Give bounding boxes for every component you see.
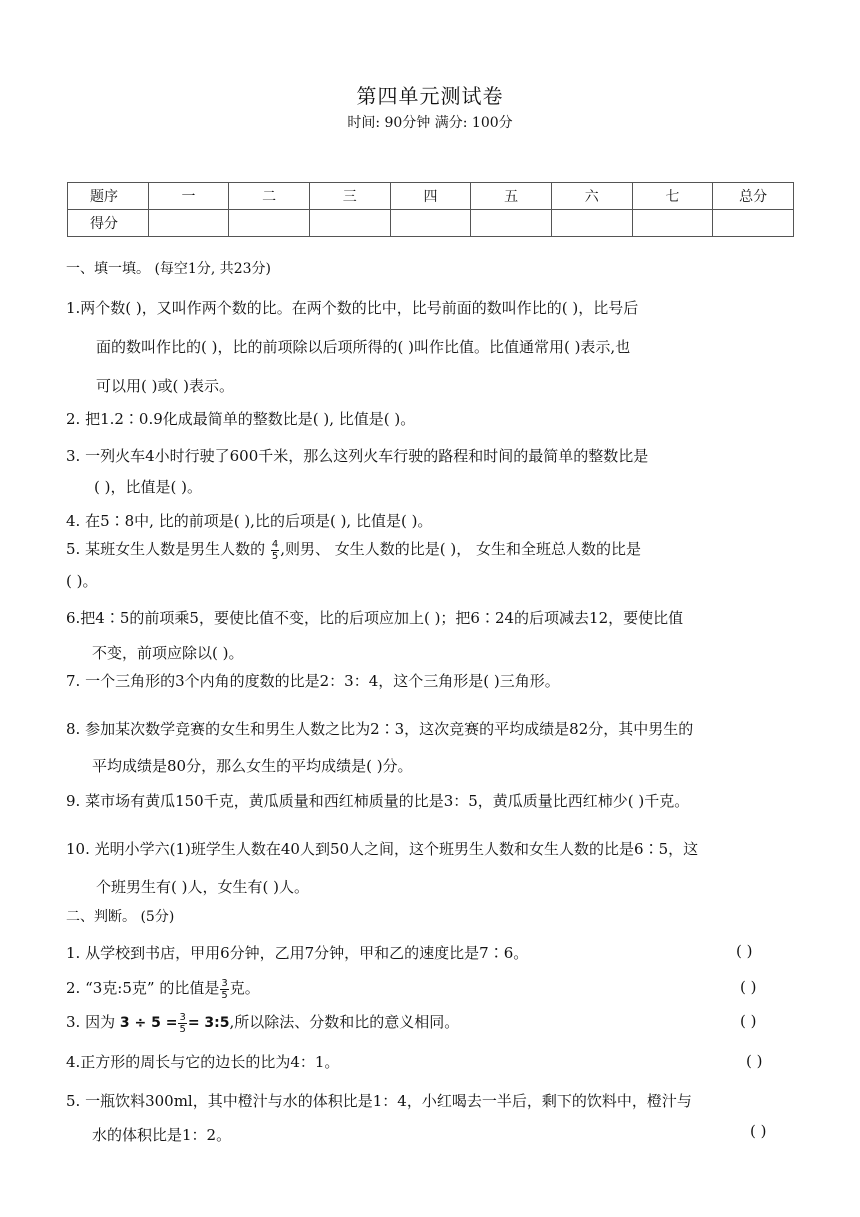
fraction-denominator: 5 (179, 1023, 186, 1035)
table-header-cell: 四 (390, 183, 471, 210)
table-header-cell: 六 (551, 183, 632, 210)
fraction-numerator: 3 (179, 1011, 186, 1023)
table-header-cell: 题序 (68, 183, 149, 210)
score-cell[interactable] (632, 210, 713, 237)
question-text-part: 3. 因为 (66, 1013, 120, 1031)
question-text (66, 538, 860, 562)
question-text: 3. 一列火车4小时行驶了600千米，那么这列火车行驶的路程和时间的最简单的整数比是 (66, 447, 649, 465)
score-cell[interactable] (148, 210, 229, 237)
score-cell[interactable] (713, 210, 794, 237)
question-text-part: 2. “3克:5克” 的比值是 (66, 979, 220, 997)
fraction-denominator: 5 (271, 550, 279, 562)
fraction-numerator: 4 (271, 538, 279, 550)
math-expression: 3 ÷ 5 = (119, 1015, 178, 1031)
score-table (67, 182, 794, 237)
table-header-cell: 二 (229, 183, 310, 210)
answer-parentheses[interactable]: ( ) (740, 978, 757, 996)
fraction (178, 1012, 186, 1035)
math-expression: = 3:5 (187, 1015, 230, 1031)
score-cell[interactable] (551, 210, 632, 237)
question-text: 可以用( )或( )表示。 (96, 377, 234, 395)
question-text: 5. 一瓶饮料300ml，其中橙汁与水的体积比是1：4，小红喝去一半后，剩下的饮料中，橙汁与 (66, 1092, 692, 1110)
section-heading: 二、判断。 (5分) (66, 909, 175, 925)
question-text: 1. 从学校到书店，甲用6分钟，乙用7分钟，甲和乙的速度比是7∶6。 (66, 944, 529, 962)
table-header-cell: 总分 (713, 183, 794, 210)
question-text: 水的体积比是1：2。 (92, 1126, 232, 1144)
question-text-part: 5. 某班女生人数是男生人数的 (66, 540, 270, 558)
fraction (220, 978, 228, 1001)
question-text: 7. 一个三角形的3个内角的度数的比是2：3：4，这个三角形是( )三角形。 (66, 672, 560, 690)
table-row (68, 183, 794, 210)
question-text: 10. 光明小学六(1)班学生人数在40人到50人之间，这个班男生人数和女生人数的比是6∶5，这 (66, 840, 699, 858)
page-title: 第四单元测试卷 (356, 84, 504, 108)
table-row (68, 210, 794, 237)
question-text: 6.把4∶5的前项乘5，要使比值不变，比的后项应加上( )；把6∶24的后项减去12，要使比值 (66, 609, 684, 627)
table-header-cell: 三 (309, 183, 390, 210)
question-text-part: ,则男、 女生人数的比是( )， 女生和全班总人数的比是 (280, 540, 642, 558)
score-cell[interactable] (390, 210, 471, 237)
question-text: 不变，前项应除以( )。 (92, 644, 244, 662)
answer-parentheses[interactable]: ( ) (740, 1012, 757, 1030)
section-heading: 一、填一填。 (每空1分, 共23分) (66, 261, 271, 277)
question-text: ( )，比值是( )。 (94, 478, 202, 496)
question-text-part: ,所以除法、分数和比的意义相同。 (229, 1013, 460, 1031)
question-text-part: 克。 (229, 979, 260, 997)
score-cell[interactable] (309, 210, 390, 237)
question-text: 平均成绩是80分，那么女生的平均成绩是( )分。 (92, 757, 413, 775)
question-text: 个班男生有( )人，女生有( )人。 (96, 878, 309, 896)
answer-parentheses[interactable]: ( ) (746, 1052, 763, 1070)
question-text: 2. 把1.2∶0.9化成最简单的整数比是( ), 比值是( )。 (66, 410, 416, 428)
fraction-numerator: 3 (221, 977, 228, 989)
question-text: 1.两个数( )，又叫作两个数的比。在两个数的比中，比号前面的数叫作比的( )，比号后 (66, 299, 639, 317)
score-label-cell: 得分 (68, 210, 149, 237)
table-header-cell: 七 (632, 183, 713, 210)
answer-parentheses[interactable]: ( ) (736, 942, 753, 960)
question-text: 9. 菜市场有黄瓜150千克，黄瓜质量和西红柿质量的比是3：5，黄瓜质量比西红柿少( )千克。 (66, 792, 690, 810)
question-text: 面的数叫作比的( )，比的前项除以后项所得的( )叫作比值。比值通常用( )表示,也 (96, 338, 631, 356)
question-text: 8. 参加某次数学竞赛的女生和男生人数之比为2∶3，这次竞赛的平均成绩是82分，其中男生的 (66, 720, 694, 738)
score-cell[interactable] (471, 210, 552, 237)
table-header-cell: 一 (148, 183, 229, 210)
question-text: ( )。 (66, 572, 98, 590)
score-cell[interactable] (229, 210, 310, 237)
question-text: 4.正方形的周长与它的边长的比为4：1。 (66, 1053, 340, 1071)
question-text: 4. 在5∶8中, 比的前项是( ),比的后项是( ), 比值是( )。 (66, 512, 433, 530)
answer-parentheses[interactable]: ( ) (750, 1122, 767, 1140)
table-header-cell: 五 (471, 183, 552, 210)
fraction-denominator: 5 (221, 989, 228, 1001)
exam-info: 时间: 90分钟 满分: 100分 (347, 115, 513, 131)
fraction (271, 539, 279, 562)
